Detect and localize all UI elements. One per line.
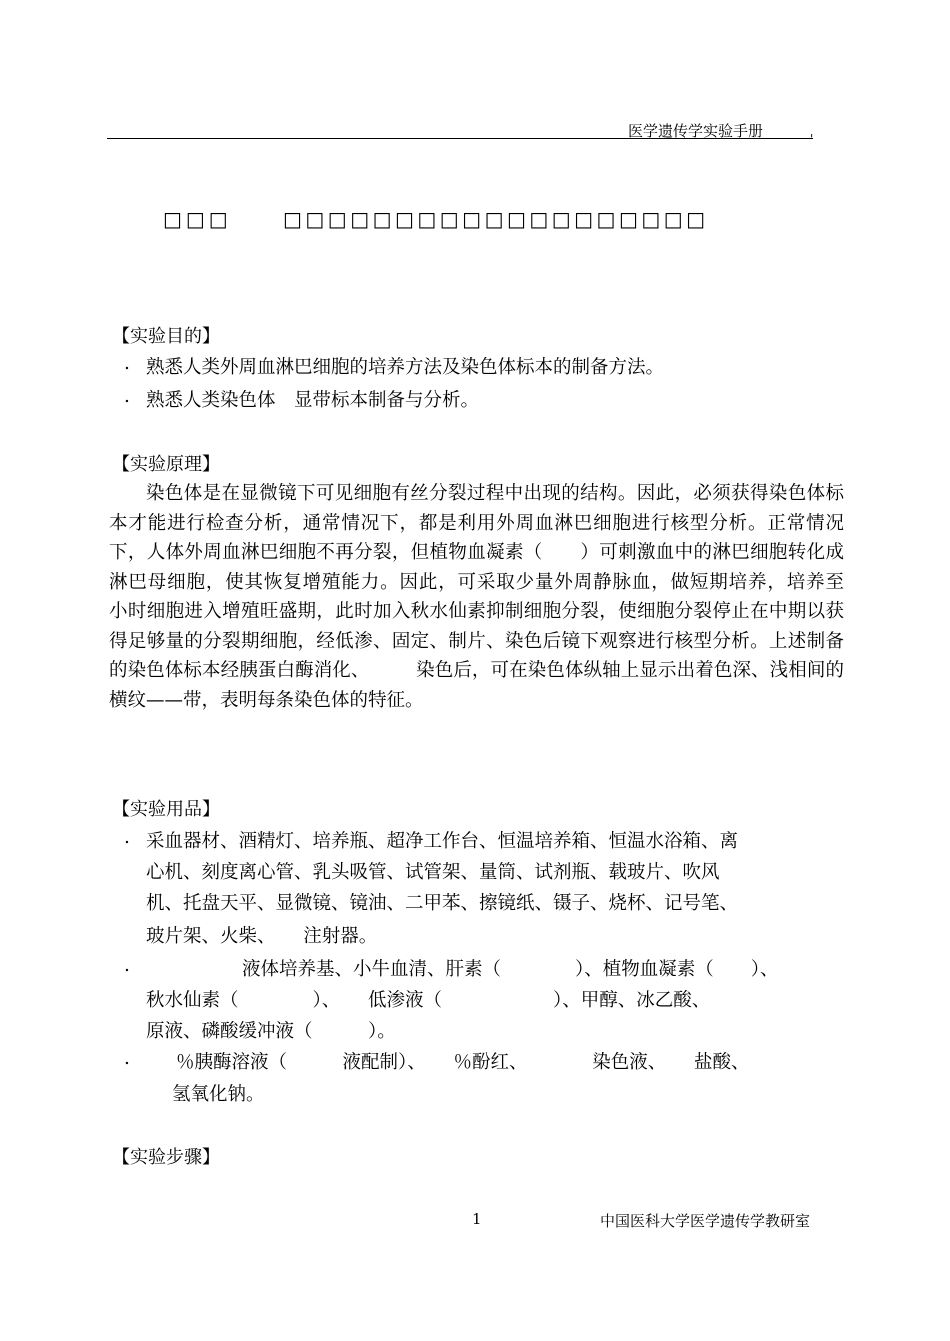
- purpose-item-marker: .: [124, 386, 130, 407]
- materials-line: 玻片架、火柴、 注射器。: [146, 926, 378, 947]
- materials-line: 心机、刻度离心管、乳头吸管、试管架、量筒、试剂瓶、载玻片、吹风: [146, 862, 720, 883]
- purpose-item-text: 熟悉人类外周血淋巴细胞的培养方法及染色体标本的制备方法。: [146, 357, 665, 378]
- materials-item-marker: .: [124, 827, 130, 848]
- chapter-title: □□□□□□□□□□□□□□□□□□□: [283, 207, 709, 231]
- section-heading-principle: 【实验原理】: [112, 454, 220, 475]
- purpose-item-text: 熟悉人类染色体 显带标本制备与分析。: [146, 390, 480, 411]
- chapter-number: □□□: [163, 207, 232, 231]
- purpose-item-marker: .: [124, 353, 130, 374]
- materials-line: 液体培养基、小牛血清、肝素（ ）、植物血凝素（ ）、: [242, 959, 779, 980]
- materials-line: 采血器材、酒精灯、培养瓶、超净工作台、恒温培养箱、恒温水浴箱、离: [146, 831, 739, 852]
- section-heading-materials: 【实验用品】: [112, 799, 220, 820]
- running-header: 医学遗传学实验手册: [628, 122, 764, 140]
- page-number: 1: [472, 1210, 482, 1228]
- materials-line: 原液、磷酸缓冲液（ ）。: [146, 1021, 396, 1042]
- footer-department: 中国医科大学医学遗传学教研室: [600, 1212, 811, 1230]
- materials-item-marker: .: [124, 1048, 130, 1069]
- section-heading-purpose: 【实验目的】: [112, 326, 220, 347]
- materials-line: ％胰酶溶液（ 液配制）、 ％酚红、 染色液、 盐酸、: [176, 1052, 750, 1073]
- header-rule: [107, 138, 813, 139]
- materials-line: 氢氧化钠。: [172, 1084, 265, 1105]
- materials-line: 秋水仙素（ ）、 低渗液（ ）、甲醇、冰乙酸、: [146, 990, 711, 1011]
- materials-line: 机、托盘天平、显微镜、镜油、二甲苯、擦镜纸、镊子、烧杯、记号笔、: [146, 893, 739, 914]
- section-heading-steps: 【实验步骤】: [112, 1147, 220, 1168]
- running-header-mark: ': [810, 132, 814, 146]
- principle-paragraph: 染色体是在显微镜下可见细胞有丝分裂过程中出现的结构。因此，必须获得染色体标本才能进行检查分析，通常情况下，都是利用外周血淋巴细胞进行核型分析。正常情况下，人体外周血淋巴细胞不再分裂，但植物血凝素（ ）可刺激血中的淋巴细胞转化成淋巴母细胞，使其恢复增殖能力。因此，可采取少量外周静脉血，做短期培养，培养至 小时细胞进入增殖旺盛期，此时加入秋水仙素抑制细胞分裂，使细胞分裂停止在中期以获得足够量的分裂期细胞，经低渗、固定、制片、染色后镜下观察进行核型分析。上述制备的染色体标本经胰蛋白酶消化、 染色后，可在染色体纵轴上显示出着色深、浅相间的横纹——带，表明每条染色体的特征。: [109, 483, 882, 711]
- materials-item-marker: .: [124, 955, 130, 976]
